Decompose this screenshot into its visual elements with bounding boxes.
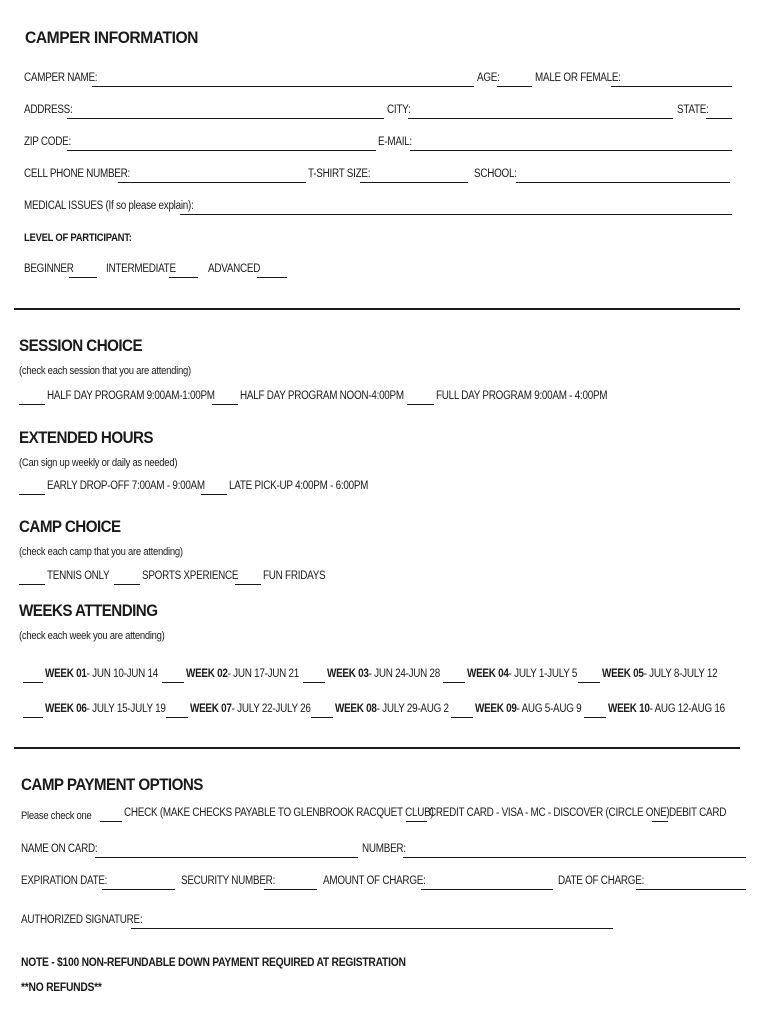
amount-label: AMOUNT OF CHARGE: <box>323 875 426 887</box>
charge-date-field[interactable] <box>636 889 746 890</box>
security-label: SECURITY NUMBER: <box>181 875 276 887</box>
level-intermediate-blank[interactable] <box>169 277 198 278</box>
payment-heading: CAMP PAYMENT OPTIONS <box>21 776 203 794</box>
name-on-card-label: NAME ON CARD: <box>21 843 98 855</box>
tshirt-field[interactable] <box>360 182 468 183</box>
card-number-field[interactable] <box>403 857 746 858</box>
camp-option-3-blank[interactable] <box>235 584 261 585</box>
camp-heading: CAMP CHOICE <box>19 518 121 536</box>
expiration-label: EXPIRATION DATE: <box>21 875 108 887</box>
week-05: WEEK 05- JULY 8-JULY 12 <box>602 668 718 680</box>
zip-field[interactable] <box>67 150 376 151</box>
session-heading: SESSION CHOICE <box>19 337 143 355</box>
cell-phone-label: CELL PHONE NUMBER: <box>24 168 131 180</box>
expiration-field[interactable] <box>102 889 175 890</box>
deposit-note: NOTE - $100 NON-REFUNDABLE DOWN PAYMENT REQUIRED AT REGISTRATION <box>21 955 406 969</box>
signature-label: AUTHORIZED SIGNATURE: <box>21 914 143 926</box>
week-01-blank[interactable] <box>23 682 43 683</box>
payment-option-check: CHECK (MAKE CHECKS PAYABLE TO GLENBROOK RACQUET CLUB) <box>124 807 434 819</box>
amount-field[interactable] <box>421 889 553 890</box>
week-02: WEEK 02- JUN 17-JUN 21 <box>186 668 300 680</box>
week-01: WEEK 01- JUN 10-JUN 14 <box>45 668 159 680</box>
session-option-2-blank[interactable] <box>212 404 238 405</box>
extended-heading: EXTENDED HOURS <box>19 429 153 447</box>
weeks-heading: WEEKS ATTENDING <box>19 602 158 620</box>
state-label: STATE: <box>677 104 709 116</box>
address-field[interactable] <box>67 118 384 119</box>
charge-date-label: DATE OF CHARGE: <box>558 875 645 887</box>
payment-option-credit: CREDIT CARD - VISA - MC - DISCOVER (CIRCLE ONE) <box>429 807 670 819</box>
state-field[interactable] <box>706 118 732 119</box>
weeks-instruction: (check each week you are attending) <box>19 630 165 642</box>
extended-option-2-blank[interactable] <box>201 494 227 495</box>
security-field[interactable] <box>264 889 317 890</box>
level-heading: LEVEL OF PARTICIPANT: <box>24 232 132 244</box>
week-09: WEEK 09- AUG 5-AUG 9 <box>475 703 582 715</box>
level-beginner-label: BEGINNER <box>24 263 74 275</box>
payment-credit-blank[interactable] <box>406 821 427 822</box>
tshirt-label: T-SHIRT SIZE: <box>308 168 371 180</box>
email-field[interactable] <box>410 150 732 151</box>
camp-instruction: (check each camp that you are attending) <box>19 546 183 558</box>
week-07: WEEK 07- JULY 22-JULY 26 <box>190 703 311 715</box>
session-option-2: HALF DAY PROGRAM NOON-4:00PM <box>240 390 404 402</box>
payment-debit-blank[interactable] <box>652 821 668 822</box>
extended-option-2: LATE PICK-UP 4:00PM - 6:00PM <box>229 480 369 492</box>
session-option-1: HALF DAY PROGRAM 9:00AM-1:00PM <box>47 390 215 402</box>
age-label: AGE: <box>477 72 500 84</box>
week-04: WEEK 04- JULY 1-JULY 5 <box>467 668 578 680</box>
payment-option-debit: DEBIT CARD <box>669 807 727 819</box>
camper-name-label: CAMPER NAME: <box>24 72 98 84</box>
section-divider <box>14 747 740 749</box>
city-field[interactable] <box>408 118 673 119</box>
session-instruction: (check each session that you are attending) <box>19 365 191 377</box>
name-on-card-field[interactable] <box>95 857 358 858</box>
signature-field[interactable] <box>131 928 613 929</box>
camp-option-3: FUN FRIDAYS <box>263 570 326 582</box>
camp-option-1-blank[interactable] <box>19 584 45 585</box>
cell-phone-field[interactable] <box>118 182 306 183</box>
level-intermediate-label: INTERMEDIATE <box>106 263 176 275</box>
week-09-blank[interactable] <box>451 717 473 718</box>
week-04-blank[interactable] <box>443 682 465 683</box>
city-label: CITY: <box>387 104 411 116</box>
week-02-blank[interactable] <box>162 682 184 683</box>
payment-check-blank[interactable] <box>100 821 122 822</box>
camper-name-field[interactable] <box>92 86 474 87</box>
medical-label: MEDICAL ISSUES (If so please explain): <box>24 200 194 212</box>
camp-option-1: TENNIS ONLY <box>47 570 110 582</box>
week-03-blank[interactable] <box>303 682 325 683</box>
card-number-label: NUMBER: <box>362 843 406 855</box>
week-10-blank[interactable] <box>584 717 606 718</box>
no-refunds-note: **NO REFUNDS** <box>21 980 102 994</box>
section-divider <box>14 308 740 310</box>
session-option-1-blank[interactable] <box>19 404 45 405</box>
level-advanced-label: ADVANCED <box>208 263 261 275</box>
address-label: ADDRESS: <box>24 104 73 116</box>
week-08-blank[interactable] <box>311 717 333 718</box>
camp-option-2-blank[interactable] <box>114 584 140 585</box>
camp-option-2: SPORTS XPERIENCE <box>142 570 239 582</box>
payment-check-one: Please check one <box>21 810 92 822</box>
week-10: WEEK 10- AUG 12-AUG 16 <box>608 703 725 715</box>
extended-instruction: (Can sign up weekly or daily as needed) <box>19 457 178 469</box>
extended-option-1-blank[interactable] <box>19 494 45 495</box>
session-option-3-blank[interactable] <box>407 404 434 405</box>
age-field[interactable] <box>497 86 532 87</box>
level-advanced-blank[interactable] <box>257 277 287 278</box>
extended-option-1: EARLY DROP-OFF 7:00AM - 9:00AM <box>47 480 205 492</box>
sex-label: MALE OR FEMALE: <box>535 72 621 84</box>
zip-label: ZIP CODE: <box>24 136 71 148</box>
week-08: WEEK 08- JULY 29-AUG 2 <box>335 703 449 715</box>
sex-field[interactable] <box>611 86 732 87</box>
school-label: SCHOOL: <box>474 168 517 180</box>
medical-field[interactable] <box>180 214 732 215</box>
week-06: WEEK 06- JULY 15-JULY 19 <box>45 703 166 715</box>
week-07-blank[interactable] <box>166 717 188 718</box>
school-field[interactable] <box>516 182 730 183</box>
email-label: E-MAIL: <box>378 136 412 148</box>
week-06-blank[interactable] <box>23 717 43 718</box>
level-beginner-blank[interactable] <box>69 277 97 278</box>
week-05-blank[interactable] <box>578 682 600 683</box>
session-option-3: FULL DAY PROGRAM 9:00AM - 4:00PM <box>436 390 608 402</box>
week-03: WEEK 03- JUN 24-JUN 28 <box>327 668 441 680</box>
camper-info-heading: CAMPER INFORMATION <box>25 28 199 47</box>
